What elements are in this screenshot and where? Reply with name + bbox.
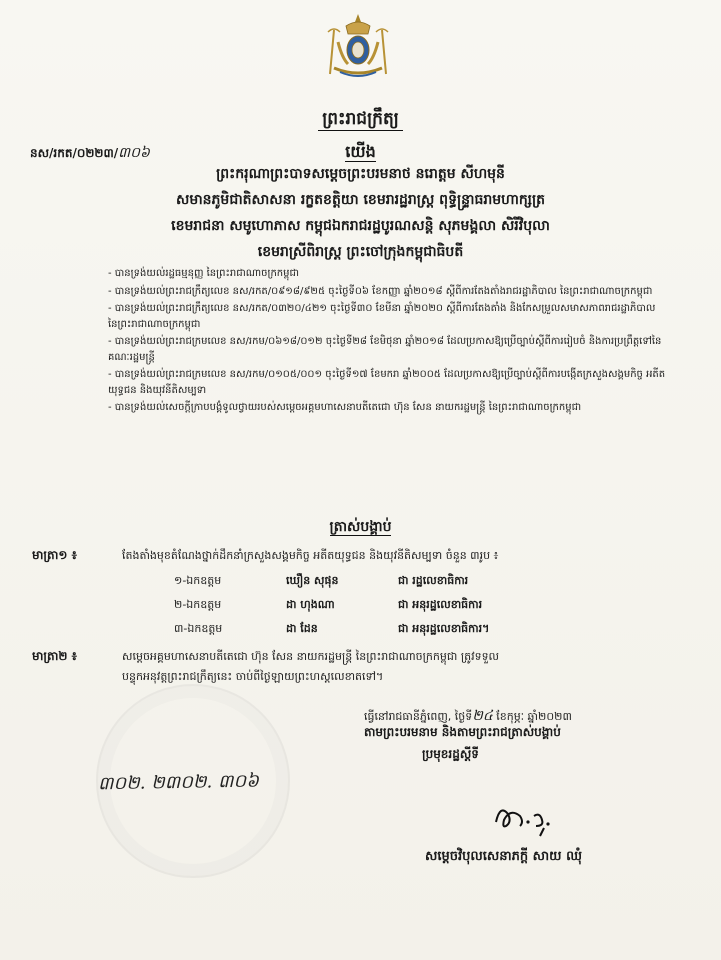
consideration-item: - បានទ្រង់យល់ព្រះរាជក្រមលេខ នស/រកម/០៦១៨/០១២ ចុះថ្ងៃទី២៨ ខែមិថុនា ឆ្នាំ២០១៨ ដែលប្រកាសឱ្យប្រើច្បាប់ស្តីពីការរៀបចំ និងការប្រព្រឹត្តទៅនៃគណៈរដ្ឋមន្ត្រី xyxy=(108,336,662,363)
royal-mandate-line: តាមព្រះបរមនាម និងតាមព្រះរាជត្រាស់បង្គាប់ xyxy=(364,725,561,739)
acting-head-of-state: ប្រមុខរដ្ឋស្តីទី xyxy=(422,747,479,761)
consideration-item: - បានទ្រង់យល់ព្រះរាជក្រមលេខ នស/រកម/០១០៥/០០១ ចុះថ្ងៃទី១៧ ខែមករា ឆ្នាំ២០០៥ ដែលប្រកាសឱ្យប្រើច្បាប់ស្តីពីការបង្កើតក្រសួងសង្គមកិច្ច អតីតយុទ្ធជន និងយុវនីតិសម្បទា xyxy=(108,369,666,396)
king-title-line-1: ព្រះករុណាព្រះបាទសម្តេចព្រះបរមនាថ នរោត្តម សីហមុនី xyxy=(216,166,505,182)
consideration-item: - បានទ្រង់យល់ព្រះរាជក្រឹត្យលេខ នស/រកត/០៩១៨/៩២៥ ចុះថ្ងៃទី០៦ ខែកញ្ញា ឆ្នាំ២០១៨ ស្តីពីការតែងតាំងរាជរដ្ឋាភិបាល នៃព្រះរាជាណាចក្រកម្ពុជា xyxy=(108,285,653,297)
handwritten-day: ២៤ xyxy=(472,708,493,724)
king-title-line-2: សមានភូមិជាតិសាសនា រក្ខតខត្តិយា ខេមរារដ្ឋរាស្ត្រ ពុទ្ធិន្ទ្រាធរាមហាក្សត្រ xyxy=(176,192,545,208)
appointee-row: ៣-ឯកឧត្តម ដា ដែន ជា អនុរដ្ឋលេខាធិការ។ xyxy=(174,622,490,635)
article-1-label: មាត្រា១ ៖ xyxy=(32,548,77,562)
consideration-item: - បានទ្រង់យល់ព្រះរាជក្រឹត្យលេខ នស/រកត/០៣២០/៤២១ ចុះថ្ងៃទី៣០ ខែមីនា ឆ្នាំ២០២០ ស្តីពីការតែងតាំង និងកែសម្រួលសមាសភាពរាជរដ្ឋាភិបាល នៃព្រះរាជាណាចក្រកម្ពុជា xyxy=(108,303,656,330)
reference-number: នស/រកត/០២២៣/៣០៦ xyxy=(30,145,150,161)
considerations-list xyxy=(108,266,668,418)
king-title-line-4: ខេមរាស្រីពិរាស្ត្រ ព្រះចៅក្រុងកម្ពុជាធិបតី xyxy=(257,244,464,260)
place-and-date: ធ្វើនៅរាជធានីភ្នំពេញ, ថ្ងៃទី២៤ ខែកុម្ភៈ ឆ្នាំ២០២៣ xyxy=(364,708,572,724)
king-title-line-3: ខេមរាជនា សមូហោភាស កម្ពុជឯករាជរដ្ឋបូរណសន្តិ សុភមង្គលា សិរីវិបុលា xyxy=(171,218,550,234)
article-2-line-2: បន្ទុកអនុវត្តព្រះរាជក្រឹត្យនេះ ចាប់ពីថ្ងៃឡាយព្រះហស្តលេខាតទៅ។ xyxy=(122,670,384,683)
yeung-heading: យើង xyxy=(345,142,376,161)
royal-coat-of-arms-icon xyxy=(320,12,396,80)
consideration-item: - បានទ្រង់យល់រដ្ឋធម្មនុញ្ញ នៃព្រះរាជាណាចក្រកម្ពុជា xyxy=(108,268,300,279)
appointee-row: ១-ឯកឧត្តម ឃឿន សុផុន ជា រដ្ឋលេខាធិការ xyxy=(174,574,469,587)
article-2-label: មាត្រា២ ៖ xyxy=(32,649,77,663)
article-1-text: តែងតាំងមុខតំណែងថ្នាក់ដឹកនាំក្រសួងសង្គមកិច្ច អតីតយុទ្ធជន និងយុវនីតិសម្បទា ចំនួន ៣រូប ៖ xyxy=(122,549,499,562)
signature-icon xyxy=(490,792,570,842)
handwritten-registration-number: ៣០២. ២៣០២. ៣០៦ xyxy=(97,770,260,795)
article-2-line-1: សម្តេចអគ្គមហាសេនាបតីតេជោ ហ៊ុន សែន នាយករដ្ឋមន្ត្រី នៃព្រះរាជាណាចក្រកម្ពុជា ត្រូវទទួល xyxy=(122,650,500,663)
reference-number-handwritten: ៣០៦ xyxy=(118,145,150,161)
consideration-item: - បានទ្រង់យល់សេចក្តីក្រាបបង្គំទូលថ្វាយរបស់សម្តេចអគ្គមហាសេនាបតីតេជោ ហ៊ុន សែន នាយករដ្ឋមន្ត្រី នៃព្រះរាជាណាចក្រកម្ពុជា xyxy=(108,402,582,413)
signer-name: សម្តេចវិបុលសេនាភក្តី សាយ ឈុំ xyxy=(425,849,582,864)
decree-heading: ត្រាស់បង្គាប់ xyxy=(329,519,392,535)
decree-title: ព្រះរាជក្រឹត្យ xyxy=(0,108,721,133)
appointee-row: ២-ឯកឧត្តម ដា ហុងណា ជា អនុរដ្ឋលេខាធិការ xyxy=(174,598,483,611)
